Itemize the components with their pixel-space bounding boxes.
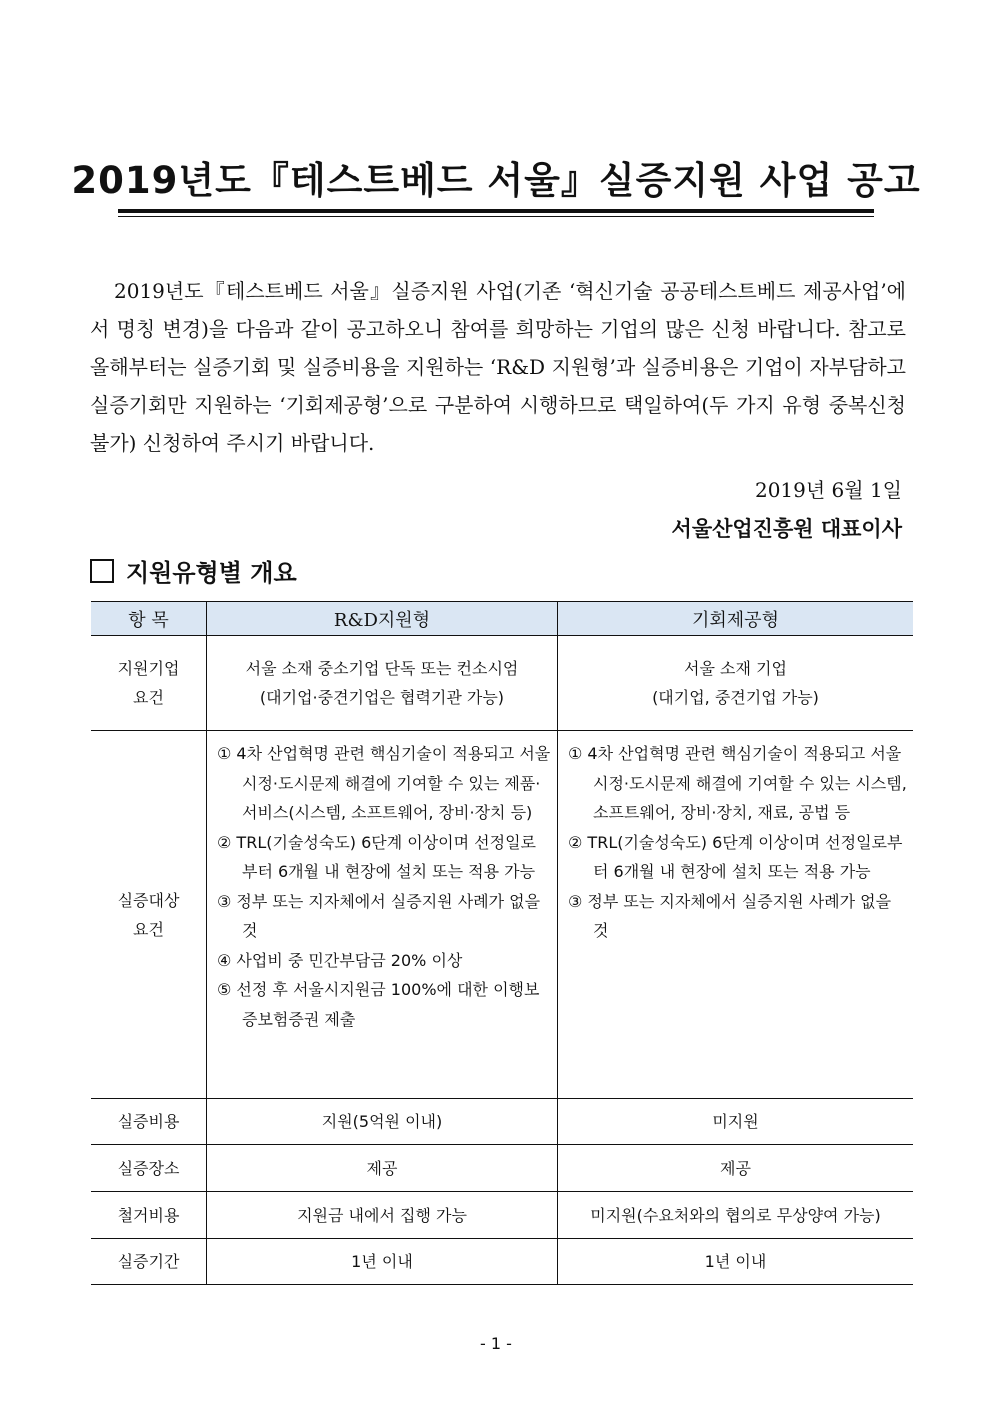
list-item: ① 4차 산업혁명 관련 핵심기술이 적용되고 서울시정·도시문제 해결에 기여할 수 있는 제품·서비스(시스템, 소프트웨어, 장비·장치 등): [217, 744, 551, 822]
list-item: ③ 정부 또는 지자체에서 실증지원 사례가 없을 것: [568, 891, 892, 940]
rd-cell: 제공: [207, 1145, 558, 1192]
label-line: 요건: [133, 919, 164, 939]
list-item: ④ 사업비 중 민간부담금 20% 이상: [217, 950, 463, 970]
cell-line: (대기업·중견기업은 협력기관 가능): [259, 688, 505, 707]
checkbox-icon: [90, 559, 114, 583]
op-cell: 제공: [558, 1145, 914, 1192]
header-rd: R&D지원형: [207, 602, 558, 636]
list-item: ② TRL(기술성숙도) 6단계 이상이며 선정일로부터 6개월 내 현장에 설치 또는 적용 가능: [217, 832, 536, 881]
rd-cell: [207, 731, 558, 1099]
issuing-organization: 서울산업진흥원 대표이사: [671, 517, 902, 541]
label-line: 지원기업: [117, 659, 180, 678]
row-label: 실증기간: [91, 1239, 207, 1285]
list-item: ③ 정부 또는 지자체에서 실증지원 사례가 없을 것: [217, 891, 541, 940]
list-item: ② TRL(기술성숙도) 6단계 이상이며 선정일로부터 6개월 내 현장에 설치 또는 적용 가능: [568, 832, 903, 881]
rd-cell: [207, 636, 558, 731]
row-label: [91, 731, 207, 1099]
table-row: [91, 1145, 913, 1192]
section-heading: [90, 553, 297, 588]
table-row: [91, 1239, 913, 1285]
label-line: 실증대상: [117, 890, 180, 910]
intro-paragraph: 2019년도『테스트베드 서울』실증지원 사업(기존 ‘혁신기술 공공테스트베드 제공사업’에서 명칭 변경)을 다음과 같이 공고하오니 참여를 희망하는 기업의 많은 신청 바랍니다. 참고로 올해부터는 실증기회 및 실증비용을 지원하는 ‘R&D 지원형’과 실증비용은 기업이 자부담하고 실증기회만 지원하는 ‘기회제공형’으로 구분하여 시행하므로 택일하여(두 가지 유형 중복신청 불가) 신청하여 주시기 바랍니다.: [90, 279, 906, 455]
label-line: 요건: [133, 688, 164, 707]
table-row: [91, 636, 913, 731]
op-cell: [558, 636, 914, 731]
list-item: ① 4차 산업혁명 관련 핵심기술이 적용되고 서울시정·도시문제 해결에 기여할 수 있는 시스템, 소프트웨어, 장비·장치, 재료, 공법 등: [568, 744, 907, 822]
op-cell: 미지원: [558, 1099, 914, 1145]
cell-line: 서울 소재 기업: [684, 659, 787, 678]
header-opportunity: 기회제공형: [558, 602, 914, 636]
table-row: [91, 1192, 913, 1239]
row-label: 실증장소: [91, 1145, 207, 1192]
page-title: 2019년도『테스트베드 서울』실증지원 사업 공고: [71, 159, 921, 202]
rd-cell: 1년 이내: [207, 1239, 558, 1285]
title-underline-thin: [118, 216, 874, 217]
row-label: 철거비용: [91, 1192, 207, 1239]
op-cell: 미지원(수요처와의 협의로 무상양여 가능): [558, 1192, 914, 1239]
list-item: ⑤ 선정 후 서울시지원금 100%에 대한 이행보증보험증권 제출: [217, 980, 540, 1029]
support-type-table: [91, 601, 913, 1285]
header-item: 항 목: [91, 602, 207, 636]
row-label: [91, 636, 207, 731]
row-label: 실증비용: [91, 1099, 207, 1145]
rd-cell: 지원(5억원 이내): [207, 1099, 558, 1145]
page-number: - 1 -: [480, 1334, 512, 1353]
announcement-date: 2019년 6월 1일: [754, 478, 902, 502]
op-cell: [558, 731, 914, 1099]
cell-line: 서울 소재 중소기업 단독 또는 컨소시엄: [245, 659, 519, 678]
table-row: [91, 1099, 913, 1145]
op-cell: 1년 이내: [558, 1239, 914, 1285]
rd-cell: 지원금 내에서 집행 가능: [207, 1192, 558, 1239]
cell-line: (대기업, 중견기업 가능): [652, 688, 819, 707]
table-row: [91, 731, 913, 1099]
table-header-row: [91, 602, 913, 636]
section-title: 지원유형별 개요: [126, 559, 297, 587]
title-underline-thick: [118, 209, 874, 213]
